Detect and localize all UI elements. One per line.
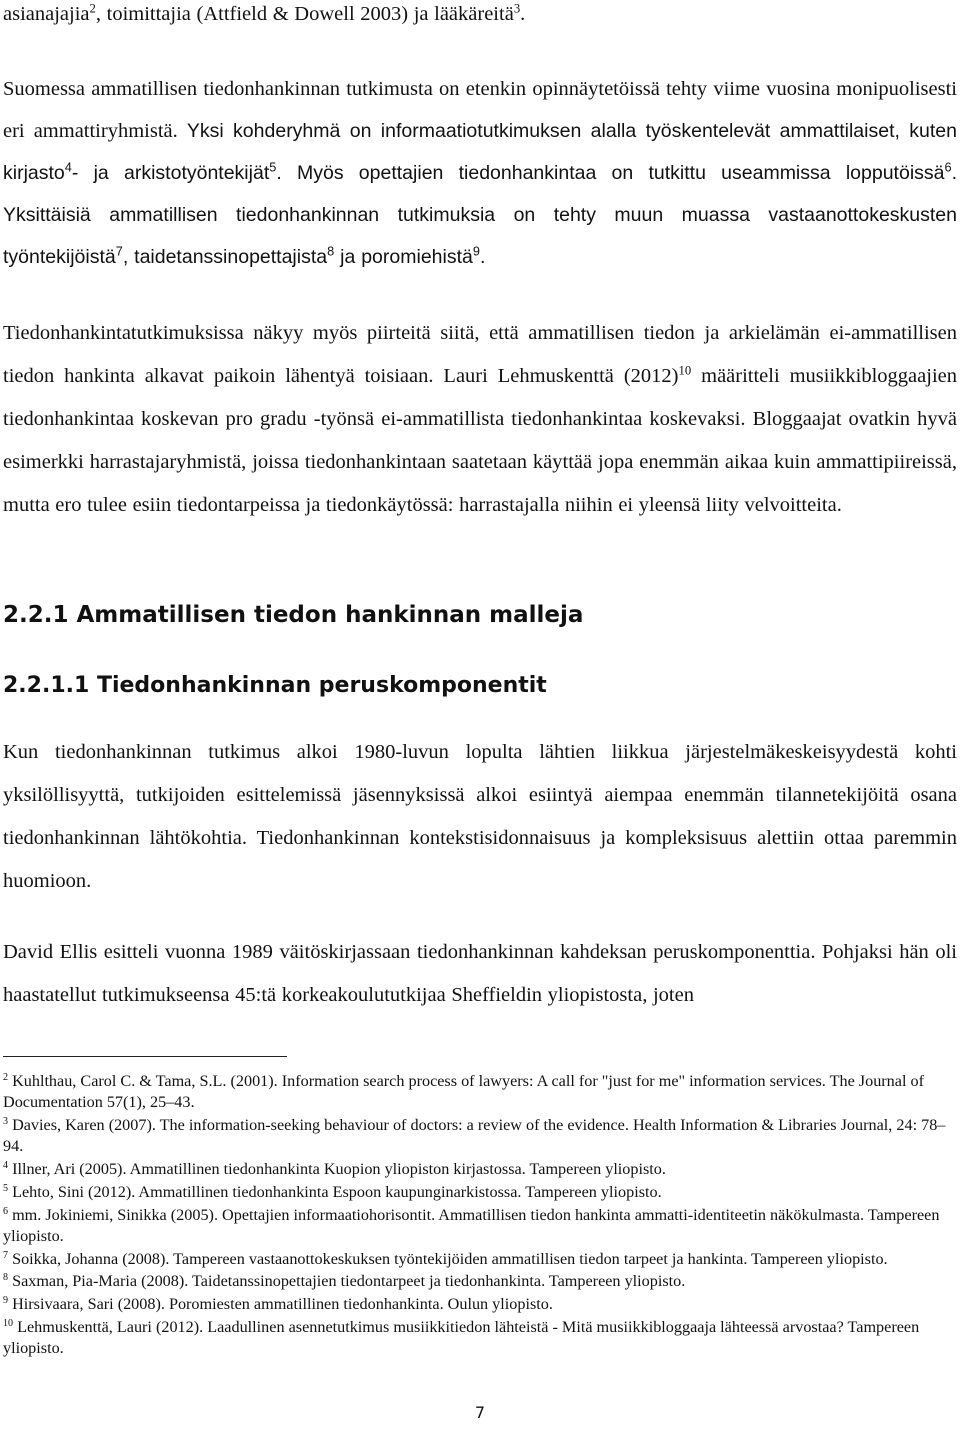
footnote-item <box>3 1317 957 1359</box>
footnote-text: Illner, Ari (2005). Ammatillinen tiedonhankinta Kuopion yliopiston kirjastossa. Tampereen yliopisto. <box>8 1160 666 1178</box>
footnote-ref-8[interactable]: 8 <box>327 243 335 259</box>
footnote-text: Soikka, Johanna (2008). Tampereen vastaanottokeskuksen työntekijöiden ammatillisen tiedon tarpeet ja hankinta. Tampereen yliopisto. <box>8 1249 888 1268</box>
footnote-item <box>3 1115 957 1157</box>
footnote-text: Hirsivaara, Sari (2008). Poromiesten ammatillinen tiedonhankinta. Oulun yliopisto. <box>8 1295 553 1314</box>
footnote-text: Lehmuskenttä, Lauri (2012). Laadullinen asennetutkimus musiikkitiedon lähteistä - Mitä musiikkibloggaaja lähteessä arvostaa? Tampereen yliopisto. <box>3 1317 920 1358</box>
footnote-text: Lehto, Sini (2012). Ammatillinen tiedonhankinta Espoon kaupunginarkistossa. Tampereen yliopisto. <box>8 1182 662 1201</box>
paragraph-1: Suomessa ammatillisen tiedonhankinnan tutkimusta on etenkin opinnäytetöissä tehty viime vuosina monipuolisesti eri ammattiryhmistä. Yksi kohderyhmä on informaatiotutkimuksen alalla työskentelevät ammattilaiset, kuten kirjasto$^4$- ja arkistotyöntekijät$^5$. Myös opettajien tiedonhankintaa on tutkittu useammissa lopputöissä$^6$. Yksittäisiä ammatillisen tiedonhankinnan tutkimuksia on tehty muun muassa vastaanottokeskusten työntekijöistä$^7$, taidetanssinopettajista$^8$ ja poromiehistä$^9$. <box>3 78 957 268</box>
footnote-number: 3 <box>3 1115 9 1127</box>
footnote-item <box>3 1249 957 1270</box>
footnote-text: mm. Jokiniemi, Sinikka (2005). Opettajien informaatiohorisontit. Ammatillisen tiedon hankinta ammatti-identiteetin näkökulmasta. Tampereen yliopisto. <box>3 1205 940 1245</box>
footnote-item <box>3 1159 957 1180</box>
subsection-heading: 2.2.1.1 Tiedonhankinnan peruskomponentit <box>3 673 547 698</box>
page-number: 7 <box>474 1403 486 1422</box>
top-line: asianajajia$^2$, toimittajia (Attfield & Dowell 2003) ja lääkäreitä$^3$. <box>3 1 526 25</box>
footnote-number: 7 <box>3 1249 9 1261</box>
footnote-separator <box>3 1056 287 1057</box>
footnote-ref-5[interactable]: 5 <box>269 159 277 175</box>
footnote-ref-3[interactable]: 3 <box>513 1 521 16</box>
footnote-number: 4 <box>3 1159 9 1171</box>
footnote-text: Kuhlthau, Carol C. & Tama, S.L. (2001). Information search process of lawyers: A call for "just for me" information services. The Journal of Documentation 57(1), 25–43. <box>3 1072 924 1112</box>
footnote-item <box>3 1294 957 1315</box>
section-heading: 2.2.1 Ammatillisen tiedon hankinnan malleja <box>3 602 584 628</box>
footnote-ref-4[interactable]: 4 <box>64 159 72 175</box>
footnote-item <box>3 1205 957 1247</box>
footnote-ref-2[interactable]: 2 <box>89 1 96 16</box>
footnote-number: 5 <box>3 1182 9 1194</box>
footnote-ref-10[interactable]: 10 <box>678 363 692 378</box>
footnote-number: 6 <box>3 1205 9 1217</box>
footnote-number: 8 <box>3 1272 9 1284</box>
footnotes <box>3 1071 957 1361</box>
footnote-text: Davies, Karen (2007). The information-seeking behaviour of doctors: a review of the evidence. Health Information & Libraries Journal, 24: 78–94. <box>3 1116 946 1156</box>
footnote-item <box>3 1071 957 1113</box>
footnote-ref-7[interactable]: 7 <box>115 243 123 259</box>
footnote-number: 9 <box>3 1295 9 1307</box>
paragraph-2: Tiedonhankintatutkimuksissa näkyy myös piirteitä siitä, että ammatillisen tiedon ja arkielämän ei-ammatillisen tiedon hankinta alkavat paikoin lähentyä toisiaan. Lauri Lehmuskenttä $(2012)^{10}$ määritteli musiikkibloggaajien tiedonhankintaa koskevan pro gradu -työnsä ei-ammatillista tiedonhankintaa koskevaksi. Bloggaajat ovatkin hyvä esimerkki harrastajaryhmistä, joissa tiedonhankintaan saatetaan käyttää jopa enemmän aikaa kuin ammattipiireissä, mutta ero tulee esiin tiedontarpeissa ja tiedonkäytössä: harrastajalla niihin ei yleensä liity velvoitteita. <box>3 322 957 516</box>
footnote-text: Saxman, Pia-Maria (2008). Taidetanssinopettajien tiedontarpeet ja tiedonhankinta. Tampereen yliopisto. <box>8 1272 686 1291</box>
paragraph-3: Kun tiedonhankinnan tutkimus alkoi 1980-luvun lopulta lähtien liikkua järjestelmäkeskeisyydestä kohti yksilöllisyyttä, tutkijoiden esittelemissä jäsennyksissä alkoi esiintyä aiempaa enemmän tilannetekijöitä osana tiedonhankinnan lähtökohtia. Tiedonhankinnan kontekstisidonnaisuus ja kompleksisuus alettiin ottaa paremmin huomioon. <box>3 741 957 892</box>
footnote-ref-9[interactable]: 9 <box>472 243 480 259</box>
paragraph-4: David Ellis esitteli vuonna 1989 väitöskirjassaan tiedonhankinnan kahdeksan peruskomponenttia. Pohjaksi hän oli haastatellut tutkimukseensa 45:tä korkeakoulututkijaa Sheffieldin yliopistosta, joten <box>3 941 957 1006</box>
footnote-number: 10 <box>3 1317 14 1329</box>
footnote-item <box>3 1182 957 1203</box>
footnote-item <box>3 1271 957 1292</box>
footnote-ref-6[interactable]: 6 <box>944 159 952 175</box>
footnote-number: 2 <box>3 1071 9 1083</box>
